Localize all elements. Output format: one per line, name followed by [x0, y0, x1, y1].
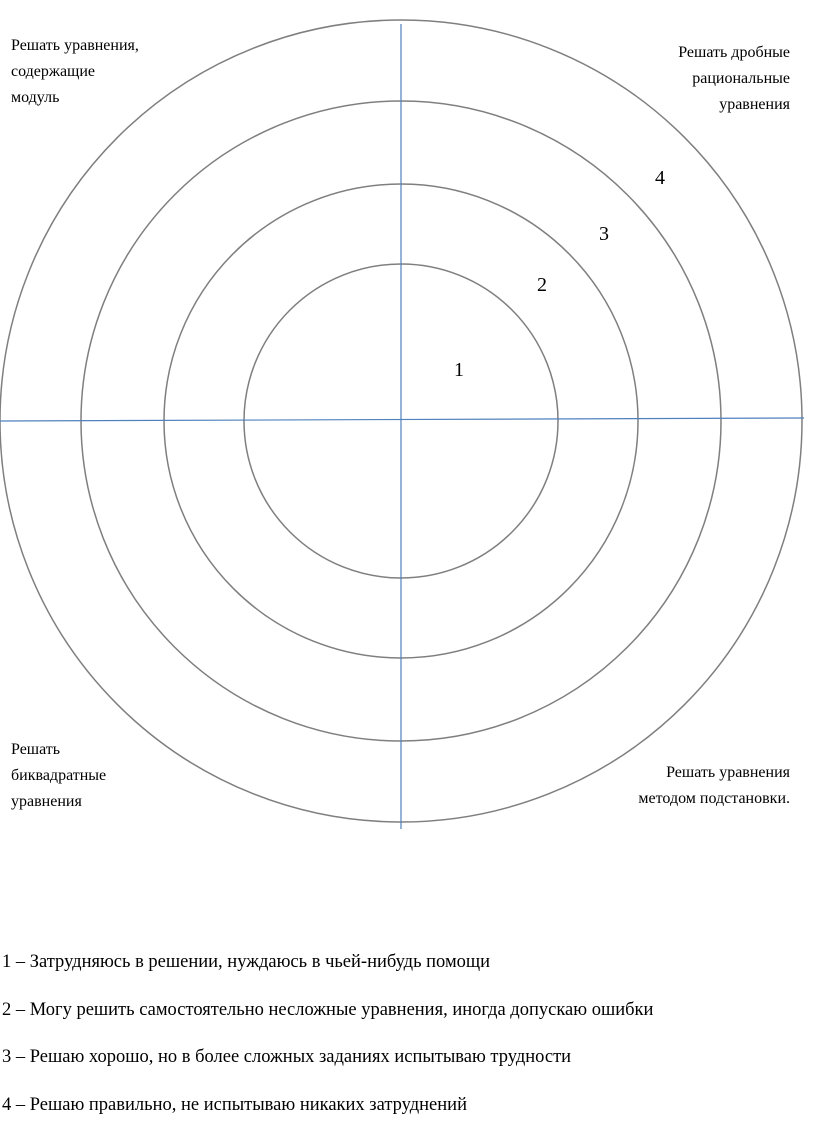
- legend-item-3: 3 – Решаю хорошо, но в более сложных заданиях испытываю трудности: [2, 1047, 572, 1067]
- ring-number-1: 1: [454, 359, 464, 381]
- ring-number-3: 3: [599, 223, 609, 245]
- legend-item-2: 2 – Могу решить самостоятельно несложные уравнения, иногда допускаю ошибки: [2, 999, 654, 1020]
- ring-number-2: 2: [537, 274, 547, 296]
- level-legend: [2, 946, 653, 1136]
- legend-item-1: 1 – Затрудняюсь в решении, нуждаюсь в чьей-нибудь помощи: [2, 952, 491, 972]
- quadrant-label-rational-equations: Решать дробные рациональные уравнения: [678, 44, 790, 113]
- horizontal-axis: [0, 418, 804, 421]
- quadrant-label-biquadratic-equations: Решать биквадратные уравнения: [11, 741, 107, 810]
- quadrant-label-modulus-equations: Решать уравнения, содержащие модуль: [11, 37, 139, 106]
- quadrant-label-substitution-equations: Решать уравнения методом подстановки.: [638, 764, 790, 807]
- legend-item-4: 4 – Решаю правильно, не испытываю никаких затруднений: [2, 1094, 467, 1115]
- ring-number-4: 4: [655, 167, 665, 189]
